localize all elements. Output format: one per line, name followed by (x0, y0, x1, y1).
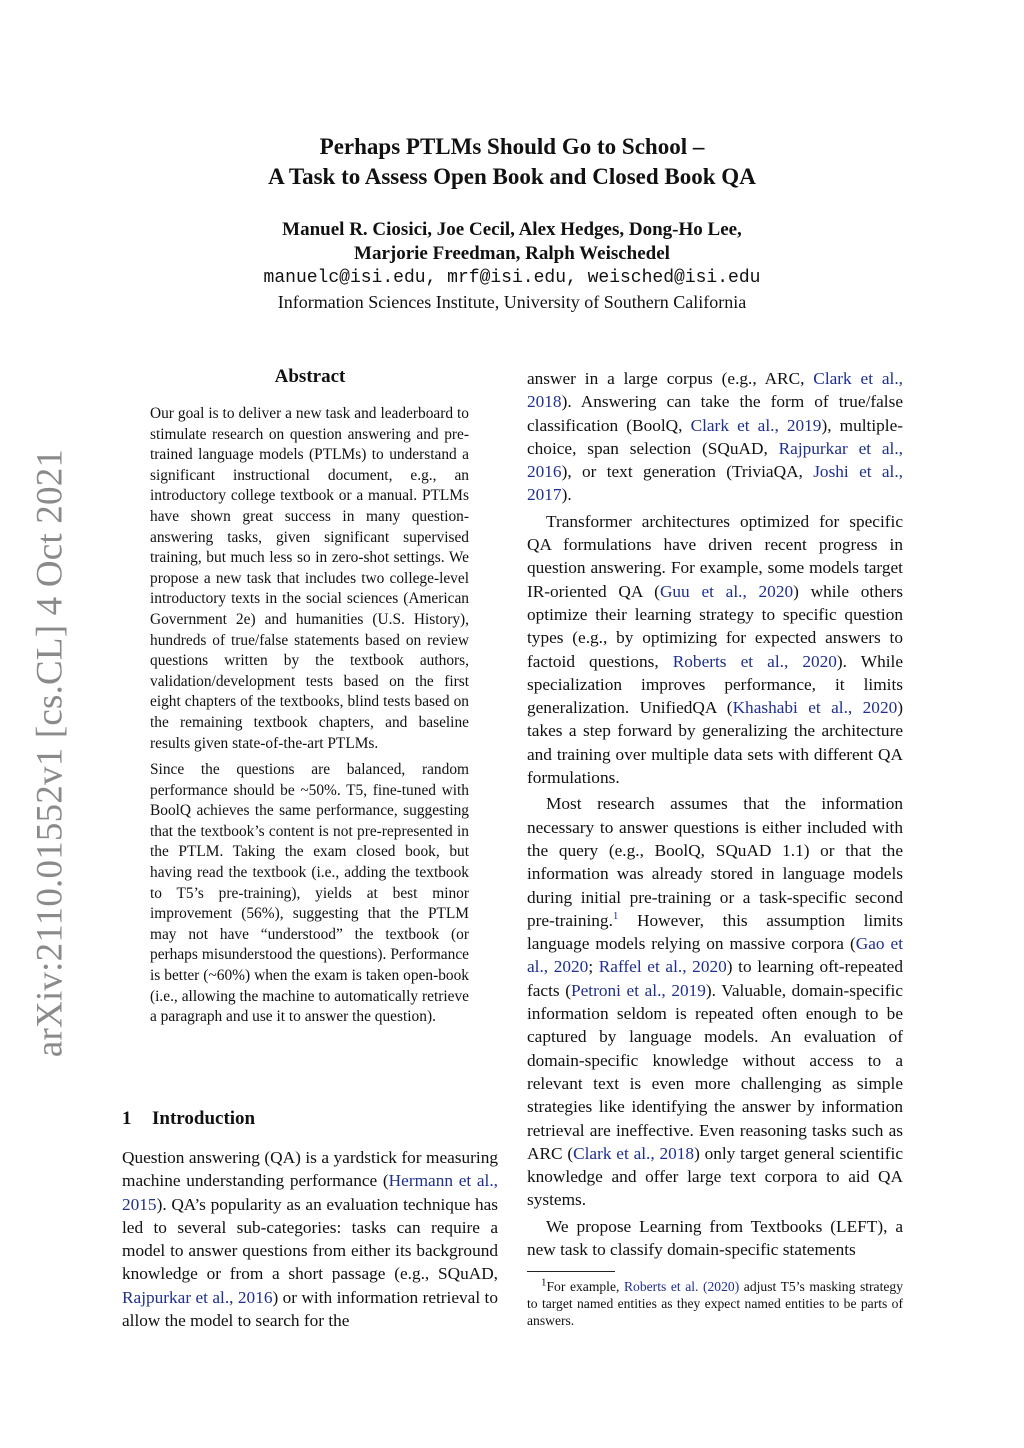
arxiv-identifier: arXiv:2110.01552v1 [cs.CL] 4 Oct 2021 (29, 448, 71, 1058)
text-run: ) takes a step forward by generalizing the architecture and training over multiple data sets with different QA formulations. (527, 698, 903, 788)
title-line-2: A Task to Assess Open Book and Closed Book QA (268, 164, 756, 189)
citation-link[interactable]: Gao et al., 2020 (527, 934, 903, 977)
footnote (527, 1278, 903, 1330)
footnote-number: 1 (541, 1276, 547, 1289)
citation-link[interactable]: Rajpurkar et al., 2016 (122, 1287, 273, 1307)
author-emails: manuelc@isi.edu, mrf@isi.edu, weisched@isi.edu (263, 268, 761, 288)
abstract-body (150, 404, 469, 1034)
citation-link[interactable]: Raffel et al., 2020 (598, 957, 727, 977)
paper-title (160, 132, 864, 192)
text-run: Most research assumes that the information necessary to answer questions is either included with the query (e.g., BoolQ, SQuAD 1.1) or that the information was already stored in language models during initial pre-training or a task-specific second pre-training. (527, 794, 903, 930)
abstract-heading: Abstract (274, 366, 346, 387)
footnote-marker[interactable]: 1 (612, 910, 619, 923)
citation-link[interactable]: Hermann et al., 2015 (122, 1171, 498, 1214)
right-paragraph-1 (527, 510, 903, 790)
citation-link[interactable]: Khashabi et al., 2020 (732, 698, 898, 718)
citation-link[interactable]: Clark et al., 2019 (690, 415, 822, 435)
authors-line-2: Marjorie Freedman, Ralph Weischedel (354, 243, 670, 264)
authors-line-1: Manuel R. Ciosici, Joe Cecil, Alex Hedges, Dong-Ho Lee, (282, 219, 742, 240)
abstract-paragraph-2: Since the questions are balanced, random performance should be ~50%. T5, fine-tuned with BoolQ achieves the same performance, suggesting that the textbook’s content is not pre-represented in the PTLM. Taking the exam closed book, but having read the textbook (i.e., adding the textbook to T5’s pre-training), yields at best minor improvement (56%), suggesting that the PTLM may not have “understood” the textbook (or perhaps misunderstood the questions). Performance is better (~60%) when the exam is taken open-book (i.e., allowing the machine to automatically retrieve a paragraph and use it to answer the question). (150, 761, 469, 1026)
section-heading-introduction (122, 1108, 255, 1130)
section-title: Introduction (152, 1108, 256, 1129)
text-run: Transformer architectures optimized for specific QA formulations have driven recent progress in question answering. For example, some models target IR-oriented QA ( (527, 511, 903, 601)
footnote-text (527, 1278, 903, 1330)
title-line-1: Perhaps PTLMs Should Go to School – (319, 134, 705, 159)
text-run: However, this assumption limits language models relying on massive corpora ( (527, 910, 903, 954)
text-run: ). (561, 485, 572, 505)
affiliation: Information Sciences Institute, University of Southern California (277, 292, 747, 312)
text-run: ). While specialization improves performance, it limits generalization. UnifiedQA ( (527, 651, 903, 718)
section-number: 1 (122, 1108, 132, 1129)
text-run: ) or with information retrieval to allow the model to search for the (122, 1287, 498, 1331)
right-column-body (527, 367, 903, 1264)
text-run: ) only target general scientific knowledge and offer large text corpora to aid QA systems. (527, 1143, 903, 1210)
text-run: ), or text generation (TriviaQA, (561, 462, 814, 482)
introduction-body (122, 1146, 498, 1332)
text-run: ). Answering can take the form of true/false classification (BoolQ, (527, 392, 903, 435)
text-run: For example, (546, 1279, 624, 1294)
citation-link[interactable]: Rajpurkar et al., 2016 (527, 438, 904, 482)
citation-link[interactable]: Guu et al., 2020 (659, 581, 794, 601)
footnote-divider (527, 1271, 615, 1272)
author-list (160, 218, 864, 266)
right-paragraph-0 (527, 367, 903, 507)
citation-link[interactable]: Clark et al., 2018 (527, 369, 903, 412)
text-run: Question answering (QA) is a yardstick for measuring machine understanding performance ( (122, 1148, 498, 1191)
text-run: ). QA’s popularity as an evaluation technique has led to several sub-categories: tasks can require a model to answer questions from either its background knowledge or from a short passage (e.g., SQuAD, (122, 1194, 498, 1284)
abstract-paragraph-1: Our goal is to deliver a new task and leaderboard to stimulate research on question answering and pre-trained language models (PTLMs) to understand a significant instructional document, e.g., an introductory college textbook or a manual. PTLMs have shown great success in many question-answering tasks, given significant supervised training, but much less so in zero-shot settings. We propose a new task that includes two college-level introductory texts in the social sciences (American Government 2e) and humanities (U.S. History), hundreds of true/false statements based on review questions written by the textbook authors, validation/development tests based on the first eight chapters of the textbooks, blind tests based on the remaining textbook chapters, and baseline results given state-of-the-art PTLMs. (150, 405, 469, 752)
intro-paragraph-1 (122, 1146, 498, 1332)
text-run: adjust T5’s masking strategy to target named entities as they expect named entities to be parts of answers. (527, 1279, 903, 1329)
citation-link[interactable]: Roberts et al. (2020) (623, 1279, 740, 1294)
text-run: ; (588, 957, 599, 977)
citation-link[interactable]: Roberts et al., 2020 (672, 651, 837, 671)
text-run: ), multiple-choice, span selection (SQuAD, (527, 415, 903, 458)
text-run: ) to learning oft-repeated facts ( (527, 957, 903, 1000)
right-paragraph-3: We propose Learning from Textbooks (LEFT), a new task to classify domain-specific statements (527, 1216, 903, 1259)
text-run: answer in a large corpus (e.g., ARC, (527, 369, 814, 388)
citation-link[interactable]: Joshi et al., 2017 (527, 462, 903, 505)
text-run: ) while others optimize their learning strategy to specific question types (e.g., by optimizing for expected answers to factoid questions, (527, 581, 903, 671)
citation-link[interactable]: Clark et al., 2018 (573, 1143, 695, 1163)
arxiv-sidebar-stamp (12, 448, 88, 1058)
text-run: ). Valuable, domain-specific information seldom is repeated often enough to be captured by language models. An evaluation of domain-specific knowledge without access to a relevant text is even more challenging as simple strategies like identifying the answer by information retrieval are ineffective. Even reasoning tasks such as ARC ( (527, 980, 903, 1163)
citation-link[interactable]: Petroni et al., 2019 (571, 980, 706, 1000)
right-paragraph-2 (527, 792, 903, 1211)
